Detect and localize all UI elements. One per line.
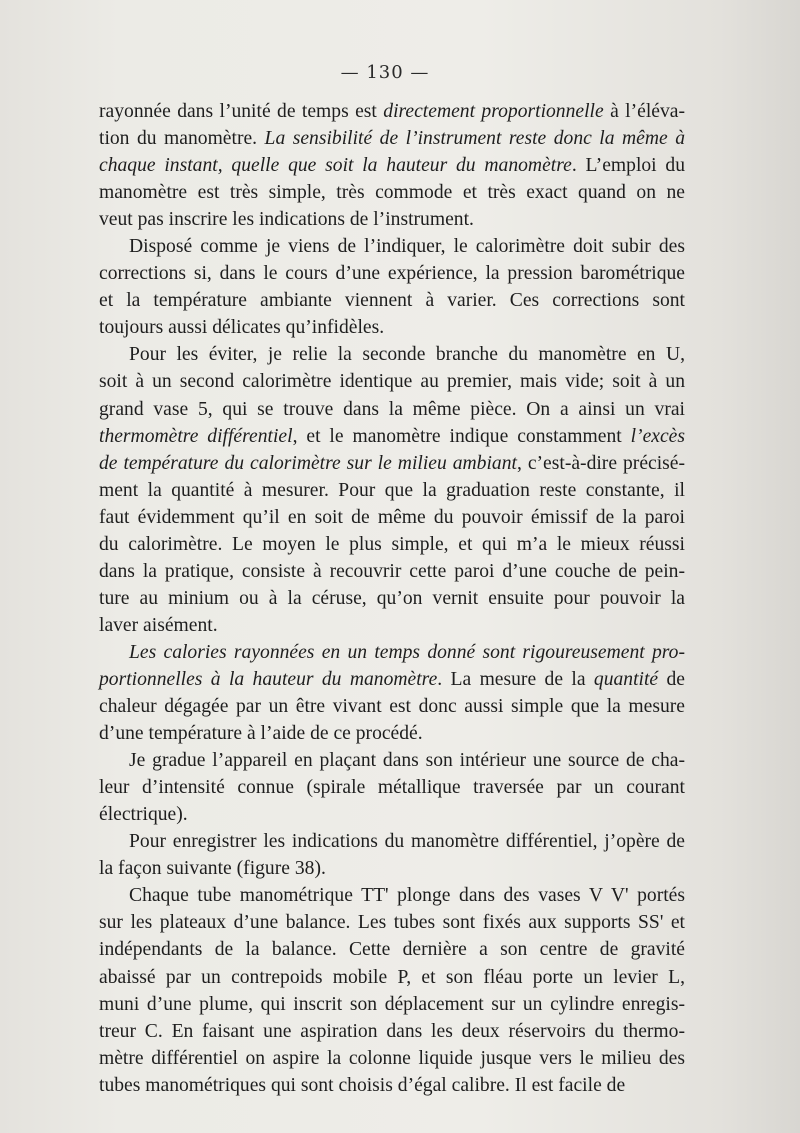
paragraph [99, 639, 685, 747]
text-line [99, 206, 685, 233]
text-line [99, 991, 685, 1018]
text-run: abaissé par un contrepoids mobile P, et son fléau porte un levier L, [99, 966, 685, 988]
text-line [99, 260, 685, 287]
text-line [99, 964, 685, 991]
text-run: d’une température à l’aide de ce procédé. [99, 723, 423, 745]
italic-text: La sensibilité de l’instrument reste donc la même à [264, 128, 685, 150]
italic-text: quantité [593, 668, 659, 690]
text-run: corrections si, dans le cours d’une expérience, la pression barométrique [99, 263, 685, 285]
text-line [99, 179, 685, 206]
text-line [99, 693, 685, 720]
text-line [99, 125, 685, 152]
text-line [99, 774, 685, 801]
text-run: faut évidemment qu’il en soit de même du pouvoir émissif de la paroi [99, 506, 685, 528]
italic-text: Les calories rayonnées en un temps donné sont rigoureusement pro- [129, 641, 685, 663]
text-line [99, 585, 685, 612]
italic-text: thermomètre différentiel [99, 425, 293, 447]
text-line [99, 612, 685, 639]
text-run: . La mesure de la [437, 668, 594, 690]
text-run: ture au minium ou à la céruse, qu’on vernit ensuite pour pouvoir la [99, 587, 685, 609]
paragraph [99, 341, 685, 639]
text-line [99, 855, 685, 882]
text-run: ment la quantité à mesurer. Pour que la graduation reste constante, il [99, 479, 685, 501]
text-run: tubes manométriques qui sont choisis d’égal calibre. Il est facile de [99, 1074, 626, 1096]
text-run: sur les plateaux d’une balance. Les tubes sont fixés aux supports SS' et [99, 912, 685, 934]
text-run: , et le manomètre indique constamment [292, 425, 631, 447]
text-run: laver aisément. [99, 614, 218, 636]
text-run: treur C. En faisant une aspiration dans les deux réservoirs du thermo- [99, 1020, 685, 1042]
text-run: à l’éléva- [603, 101, 685, 122]
text-run: veut pas inscrire les indications de l’instrument. [99, 209, 474, 231]
text-run: Pour les éviter, je relie la seconde branche du manomètre en U, [129, 344, 685, 366]
text-run: grand vase 5, qui se trouve dans la même pièce. On a ainsi un vrai [99, 398, 685, 420]
paragraph [99, 882, 685, 1098]
text-line [99, 909, 685, 936]
text-line [99, 287, 685, 314]
text-line [99, 720, 685, 747]
text-line [99, 639, 685, 666]
text-line [99, 666, 685, 693]
text-run: Je gradue l’appareil en plaçant dans son intérieur une source de cha- [129, 750, 685, 772]
text-run: de [658, 668, 685, 690]
text-run: chaleur dégagée par un être vivant est donc aussi simple que la mesure [99, 696, 685, 718]
text-line [99, 368, 685, 395]
text-line [99, 801, 685, 828]
text-run: électrique). [99, 804, 188, 826]
italic-text: portionnelles à la hauteur du manomètre [99, 668, 438, 690]
text-run: la façon suivante (figure 38). [99, 858, 326, 880]
paragraph [99, 747, 685, 828]
italic-text: l’excès [630, 425, 685, 447]
text-line [99, 504, 685, 531]
text-run: tion du manomètre. [99, 128, 265, 150]
text-line [99, 341, 685, 368]
text-line [99, 152, 685, 179]
text-line [99, 1072, 685, 1099]
text-line [99, 477, 685, 504]
italic-text: directement proportionnelle [383, 101, 604, 122]
text-line [99, 1018, 685, 1045]
text-run: du calorimètre. Le moyen le plus simple, et qui m’a le mieux réussi [99, 533, 685, 555]
text-line [99, 747, 685, 774]
text-run: et la température ambiante viennent à varier. Ces corrections sont [99, 290, 685, 312]
text-run: mètre différentiel on aspire la colonne liquide jusque vers le milieu des [99, 1047, 685, 1069]
text-run: rayonnée dans l’unité de temps est [99, 101, 384, 122]
paragraph [99, 233, 685, 341]
text-run: Pour enregistrer les indications du manomètre différentiel, j’opère de [129, 831, 685, 853]
text-run: Disposé comme je viens de l’indiquer, le calorimètre doit subir des [129, 236, 685, 258]
text-run: . L’emploi du [571, 155, 686, 177]
page-number: — 130 — [340, 62, 430, 83]
text-line [99, 233, 685, 260]
text-line [99, 98, 685, 125]
text-run: leur d’intensité connue (spirale métallique traversée par un courant [99, 777, 685, 799]
text-line [99, 531, 685, 558]
text-line [99, 396, 685, 423]
body-text [99, 98, 685, 1099]
text-run: manomètre est très simple, très commode et très exact quand on ne [99, 182, 685, 204]
text-line [99, 882, 685, 909]
text-run: , c’est-à-dire précisé- [516, 452, 685, 474]
text-line [99, 423, 685, 450]
paragraph [99, 98, 685, 233]
text-line [99, 558, 685, 585]
text-run: dans la pratique, consiste à recouvrir cette paroi d’une couche de pein- [99, 560, 685, 582]
text-line [99, 450, 685, 477]
text-run: indépendants de la balance. Cette dernière a son centre de gravité [99, 939, 685, 961]
italic-text: chaque instant, quelle que soit la hauteur du manomètre [99, 155, 572, 177]
paragraph [99, 828, 685, 882]
text-run: soit à un second calorimètre identique au premier, mais vide; soit à un [99, 371, 685, 393]
text-line [99, 314, 685, 341]
text-run: Chaque tube manométrique TT' plonge dans des vases V V' portés [129, 885, 685, 907]
text-line [99, 1045, 685, 1072]
text-line [99, 828, 685, 855]
italic-text: de température du calorimètre sur le milieu ambiant [99, 452, 517, 474]
text-run: toujours aussi délicates qu’infidèles. [99, 317, 385, 339]
text-line [99, 936, 685, 963]
text-run: muni d’une plume, qui inscrit son déplacement sur un cylindre enregis- [99, 993, 685, 1015]
